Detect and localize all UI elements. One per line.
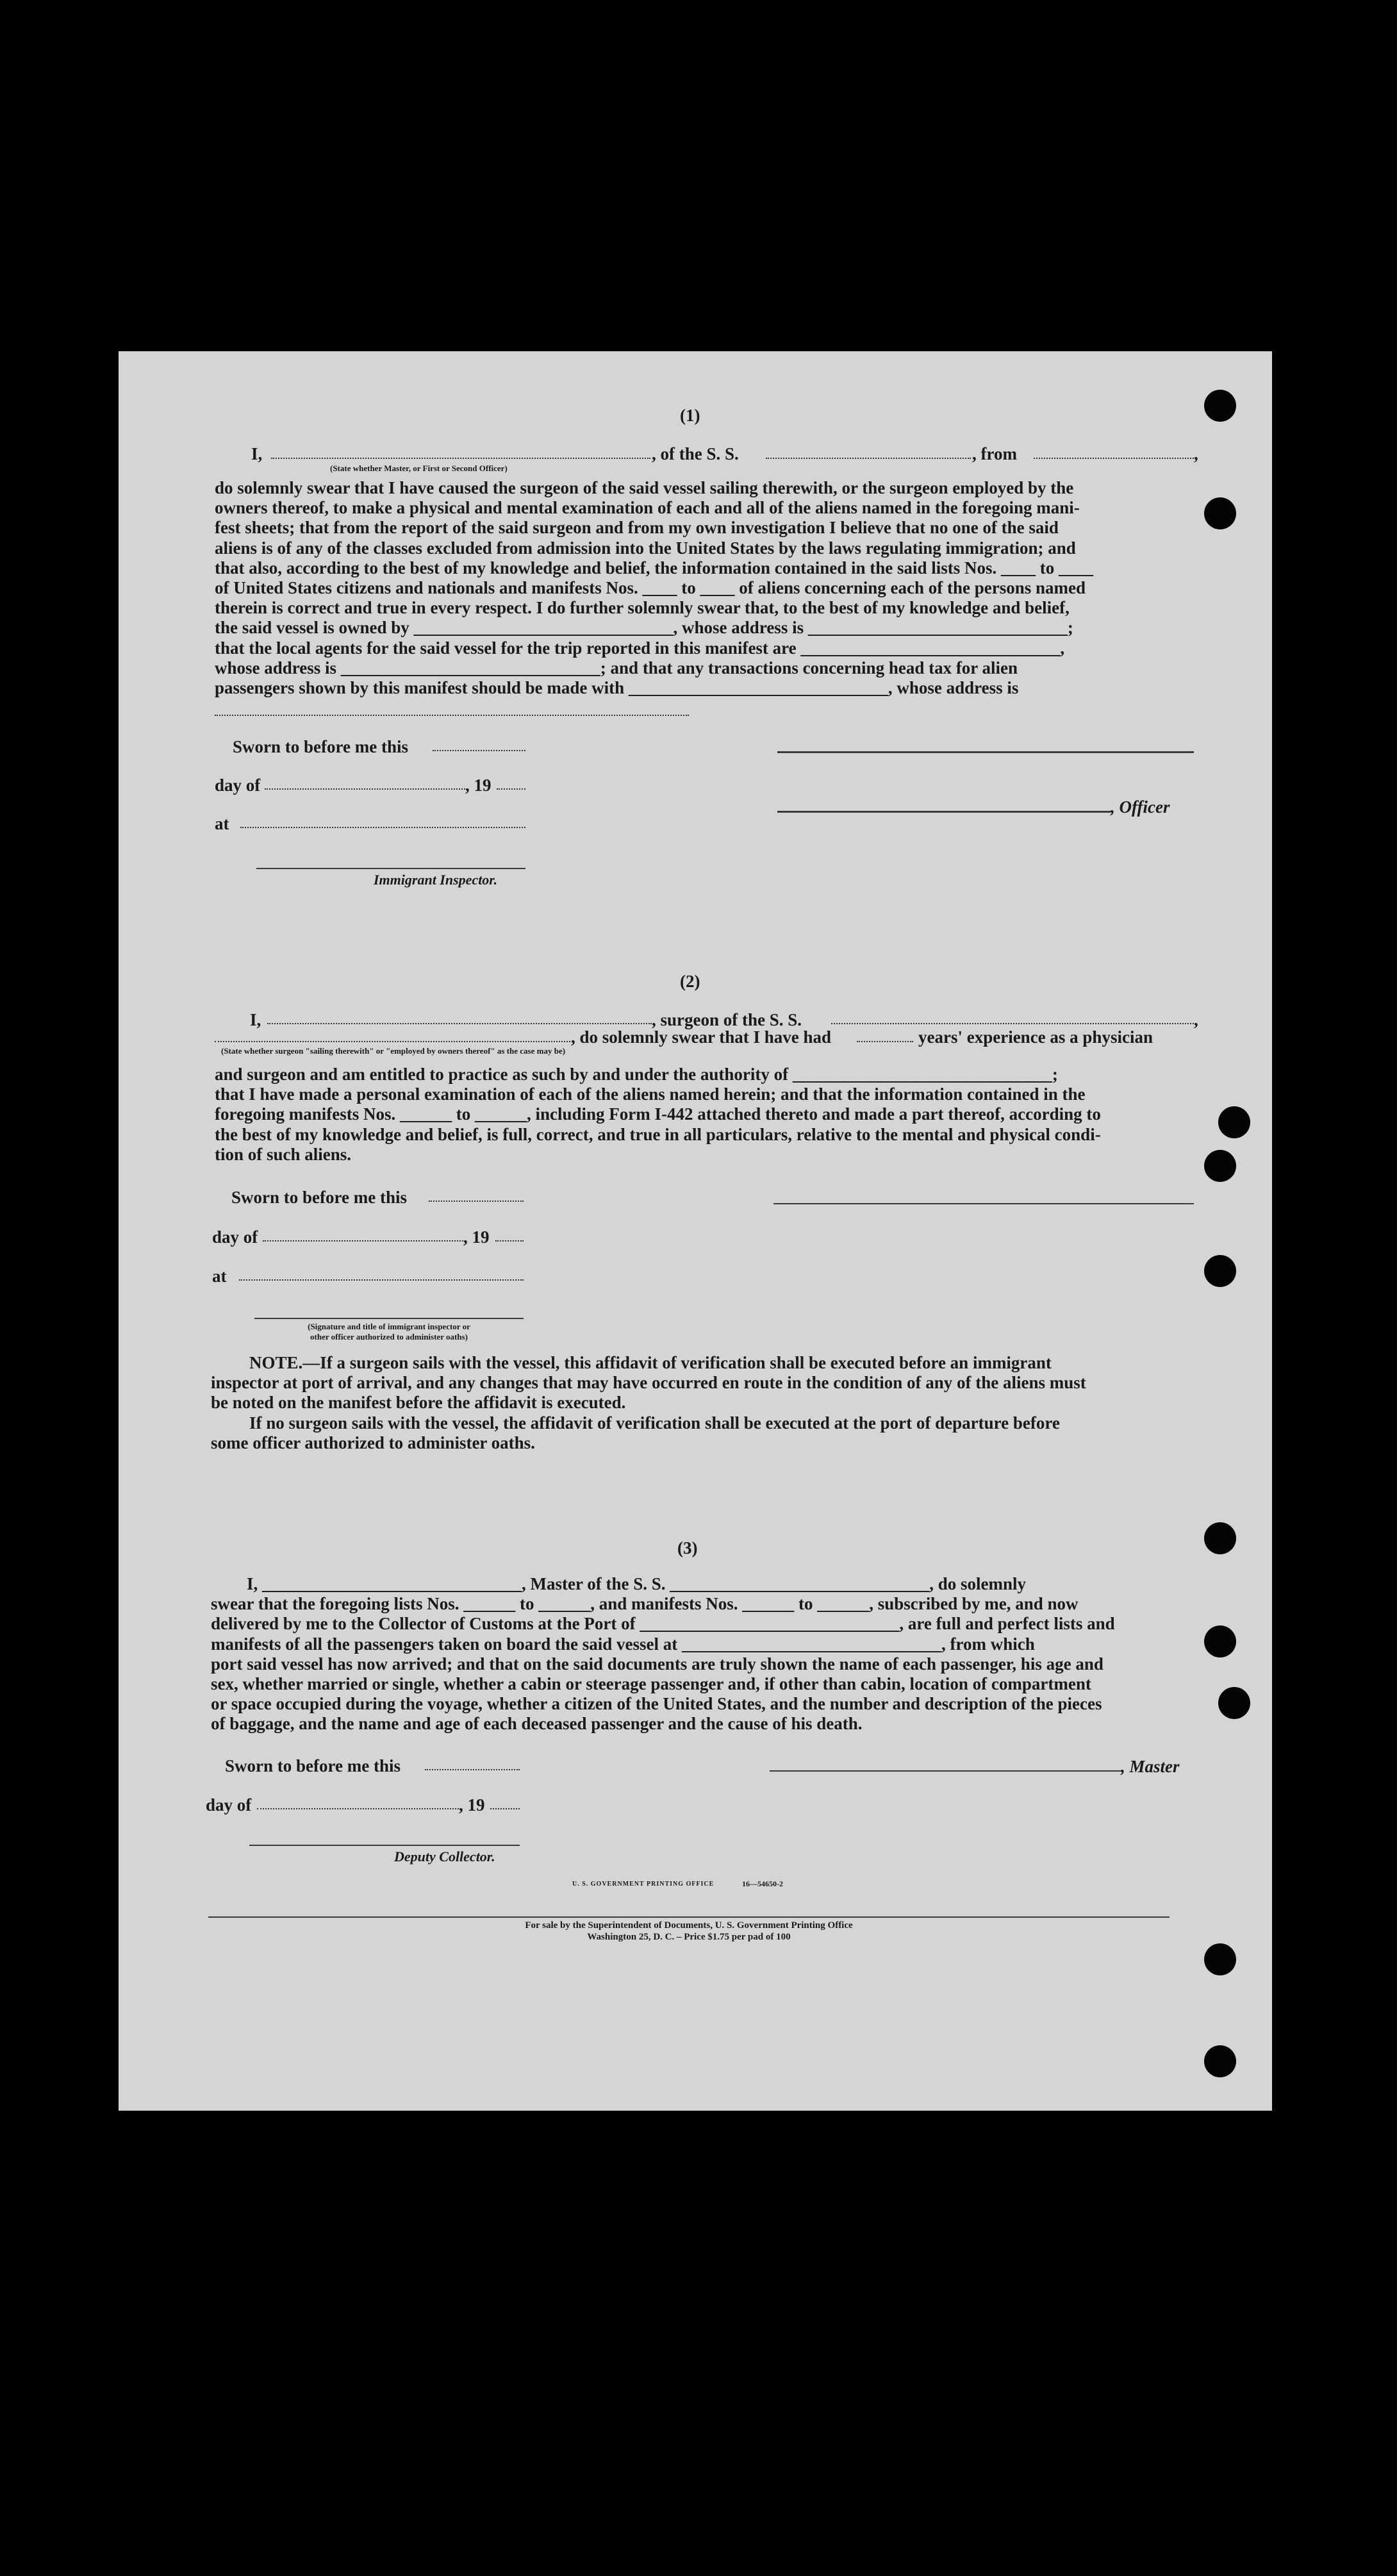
day-of-label: day of [206,1795,252,1815]
text-line: some officer authorized to administer oaths. [211,1433,535,1452]
surgeon-signature-line[interactable] [773,1203,1194,1204]
master-label: , Master [1121,1757,1180,1776]
years-field[interactable] [857,1041,913,1042]
month-field[interactable] [257,1808,459,1809]
text-line: aliens is of any of the classes excluded from admission into the United States by the laws regulating immigration; and [215,538,1076,558]
text-line: that I have made a personal examination of each of the aliens named herein; and that the information contained in the [215,1084,1086,1104]
punch-hole [1204,497,1236,529]
text-line: that also, according to the best of my knowledge and belief, the information contained in the said lists Nos. ____ to ____ [215,558,1094,578]
surgeon-vessel-field[interactable] [831,1023,1194,1024]
text-line: that the local agents for the said vessel for the trip reported in this manifest are ______________________________, [215,638,1065,658]
punch-hole [1204,1943,1236,1975]
section-1-paragraph [215,478,1200,698]
officer-signature-line[interactable] [777,751,1194,753]
note-paragraph [211,1353,1200,1453]
day-of-label: day of [212,1227,258,1247]
experience-label: , do solemnly swear that I have had [571,1027,832,1047]
place-field[interactable] [239,1279,524,1281]
year-field[interactable] [495,1240,524,1242]
year-field[interactable] [490,1808,520,1809]
text-line: swear that the foregoing lists Nos. ______ to ______, and manifests Nos. ______ to ______, subscribed by me, and now [211,1594,1079,1614]
sworn-date-field[interactable] [429,1201,524,1202]
gpo-imprint: U. S. GOVERNMENT PRINTING OFFICE [572,1881,715,1888]
punch-hole [1204,1522,1236,1554]
text-line: sex, whether married or single, whether a cabin or steerage passenger and, if other than cabin, location of compartment [211,1674,1091,1694]
text-line: owners thereof, to make a physical and mental examination of each and all of the aliens named in the foregoing mani- [215,498,1080,518]
text-line: fest sheets; that from the report of the said surgeon and from my own investigation I believe that no one of the said [215,518,1059,538]
inspector-label: Immigrant Inspector. [374,872,498,888]
punch-hole [1218,1687,1250,1719]
day-of-label: day of [215,776,261,795]
section-1-vessel-label: , of the S. S. [652,444,739,463]
text-line: If no surgeon sails with the vessel, the affidavit of verification shall be executed at the port of departure before [249,1413,1060,1433]
text-line: of baggage, and the name and age of each deceased passenger and the cause of his death. [211,1714,863,1734]
section-3-paragraph [211,1574,1200,1734]
section-2-i: I, [250,1010,261,1029]
officer-label: , Officer [1111,797,1170,817]
text-line: and surgeon and am entitled to practice as such by and under the authority of ______________________________; [215,1065,1058,1084]
section-1-number: (1) [680,406,700,425]
sale-notice: For sale by the Superintendent of Documents, U. S. Government Printing Office [525,1920,853,1931]
punch-hole [1204,390,1236,422]
text-line: tion of such aliens. [215,1144,352,1164]
text-line: inspector at port of arrival, and any changes that may have occurred en route in the condition of any of the aliens must [211,1373,1086,1393]
surgeon-of-label: , surgeon of the S. S. [652,1010,802,1029]
collector-signature-line[interactable] [249,1845,520,1846]
officer-name-line[interactable] [777,811,1111,813]
at-label: at [215,814,229,833]
punch-hole [1204,1150,1236,1182]
section-1-i: I, [251,444,263,463]
text-line: therein is correct and true in every respect. I do further solemnly swear that, to the best of my knowledge and belief, [215,598,1070,618]
officer-hint: (State whether Master, or First or Second Officer) [330,463,508,473]
text-line: the best of my knowledge and belief, is full, correct, and true in all particulars, relative to the mental and physical condi- [215,1124,1101,1144]
surgeon-hint: (State whether surgeon "sailing therewith" or "employed by owners thereof" as the case may be) [221,1046,566,1056]
punch-hole [1204,1255,1236,1287]
text-line: NOTE.—If a surgeon sails with the vessel, this affidavit of verification shall be executed before an immigrant [249,1353,1052,1372]
sworn-label: Sworn to before me this [233,737,408,756]
section-1-from-label: , from [972,444,1017,463]
text-line: I, ______________________________, Master of the S. S. ______________________________, do solemnly [247,1574,1027,1593]
master-signature-line[interactable] [770,1770,1121,1772]
month-field[interactable] [263,1240,463,1242]
year-field[interactable] [497,788,525,790]
sworn-label: Sworn to before me this [231,1188,407,1207]
sworn-date-field[interactable] [433,750,525,751]
vessel-name-field[interactable] [766,458,971,459]
sworn-label: Sworn to before me this [225,1756,401,1775]
text-line: the said vessel is owned by ______________________________, whose address is ______________________________; [215,618,1073,638]
signature-hint: (Signature and title of immigrant inspector or [308,1322,470,1331]
month-field[interactable] [265,788,465,790]
deputy-label: Deputy Collector. [394,1849,495,1865]
text-line: be noted on the manifest before the affidavit is executed. [211,1393,626,1413]
punch-hole [1204,2045,1236,2077]
head-tax-address-field[interactable] [215,715,689,716]
sale-notice: Washington 25, D. C. – Price $1.75 per pad of 100 [587,1932,791,1942]
section-3-number: (3) [677,1538,698,1558]
text-line: manifests of all the passengers taken on board the said vessel at ______________________________, from which [211,1634,1035,1654]
text-line: foregoing manifests Nos. ______ to ______, including Form I-442 attached thereto and made a part thereof, according to [215,1104,1101,1124]
signature-hint: other officer authorized to administer oaths) [310,1332,468,1342]
place-field[interactable] [240,827,525,828]
surgeon-name-field[interactable] [267,1023,652,1024]
text-line: delivered by me to the Collector of Customs at the Port of ______________________________, are full and perfect lists and [211,1614,1115,1634]
punch-hole [1204,1625,1236,1658]
inspector-signature-line[interactable] [256,868,525,869]
section-2-number: (2) [680,972,700,991]
officer-signature-line[interactable] [254,1318,524,1319]
text-line: passengers shown by this manifest should be made with ______________________________, whose address is [215,678,1019,698]
departure-port-field[interactable] [1034,458,1194,459]
text-line: port said vessel has now arrived; and that on the said documents are truly shown the name of each passenger, his age and [211,1654,1104,1674]
section-2-paragraph [215,1065,1200,1165]
surgeon-status-field[interactable] [215,1041,570,1042]
punch-hole [1218,1106,1250,1138]
footer-rule [208,1916,1170,1918]
text-line: do solemnly swear that I have caused the surgeon of the said vessel sailing therewith, or the surgeon employed by the [215,478,1074,497]
at-label: at [212,1267,227,1286]
form-page: (1) I, , of the S. S. , from , (State whether Master, or First or Second Officer) do solemnly swear that I have caused the surgeon of the said vessel sailing therewith, or the surgeon employed by the owners thereof, to make a physical and mental examination of each and all of the aliens named in the foregoing mani- fest sheets; that from the report of the said surgeon and from my own investigation I believe that no one of the said aliens is of any of the classes excluded from admission into the United States by the laws regulating immigration; and that also, according to the best of my knowledge and belief, the information contained in the said lists Nos. ____ to ____ of United States citizens and nationals and manifests Nos. ____ to ____ of aliens concerning each of the persons named therein is correct and true in every respect. I do further solemnly swear that, to the best of my knowledge and belief, the said vessel is owned by ______________________________, whose address is ______________________________; that the local agents for the said vessel for the trip reported in this manifest are ______________________________, whose address is ______________________________; and that any transactions concerning head tax for alien passengers shown by this manifest should be made with ______________________________, whose address is Sworn to before me this day of , 19 , Officer at Immigrant Inspector. (2) I, , surgeon of the S. S. , , do solemnly swear that I have had years' experience as a physician (State whether surgeon "sailing therewith" or "employed by owners thereof" as the case may be) and surgeon and am entitled to practice as such by and under the authority of ______________________________; that I have made a personal examination of each of the aliens named herein; and that the information contained in the foregoing manifests Nos. ______ to ______, including Form I-442 attached thereto and made a part thereof, according to the best of my knowledge and belief, is full, correct, and true in all particulars, relative to the mental and physical condi- tion of such aliens. Sworn to before me this day of , 19 at (Signature and title of immigrant inspector or other officer authorized to administer oaths) NOTE.—If a surgeon sails with the vessel, this affidavit of verification shall be executed before an immigrant inspector at port of arrival, and any changes that may have occurred en route in the condition of any of the aliens must be noted on the manifest before the affidavit is executed. If no surgeon sails with the vessel, the affidavit of verification shall be executed at the port of departure before some officer authorized to administer oaths. (3) I, ______________________________, Master of the S. S. ______________________________, do solemnly swear that the foregoing lists Nos. ______ to ______, and manifests Nos. ______ to ______, subscribed by me, and now delivered by me to the Collector of Customs at the Port of ______________________________, are full and perfect lists and manifests of all the passengers taken on board the said vessel at ______________________________, from which port said vessel has now arrived; and that on the said documents are truly shown the name of each passenger, his age and sex, whether married or single, whether a cabin or steerage passenger and, if other than cabin, location of compartment or space occupied during the voyage, whether a citizen of the United States, and the number and description of the pieces of baggage, and the name and age of each deceased passenger and the cause of his death. Sworn to before me this , Master day of , 19 Deputy Collector. U. S. GOVERNMENT PRINTING OFFICE 16—54650-2 For sale by the Superintendent of Documents, U. S. Government Printing Office Washington 25, D. C. – Price $1.75 per pad of 100 [119,351,1272,2111]
text-line: or space occupied during the voyage, whether a citizen of the United States, and the number and description of the pieces [211,1694,1102,1714]
master-name-field[interactable] [271,458,650,459]
text-line: whose address is ______________________________; and that any transactions concerning head tax for alien [215,658,1018,677]
form-number: 16—54650-2 [742,1879,783,1888]
sworn-date-field[interactable] [425,1769,520,1770]
text-line: of United States citizens and nationals and manifests Nos. ____ to ____ of aliens concerning each of the persons named [215,578,1086,598]
